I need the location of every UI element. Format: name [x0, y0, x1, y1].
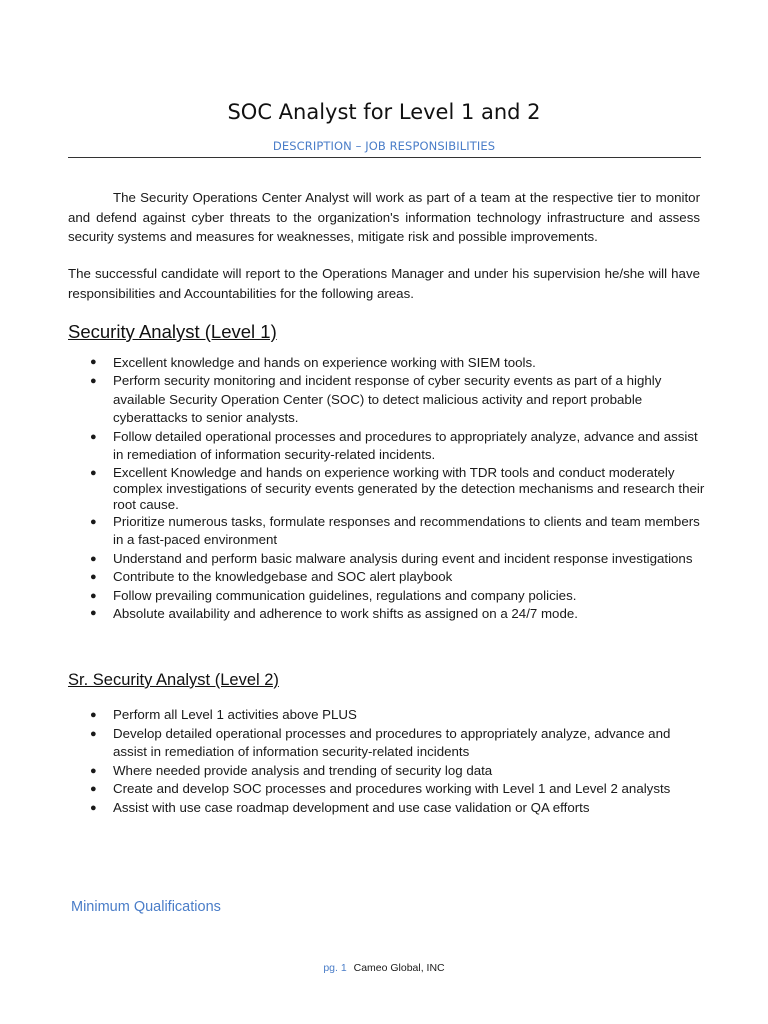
list-item-text: Follow detailed operational processes and procedures to appropriately analyze, advance and assist in remediation of information security-related incidents.: [113, 428, 698, 462]
company-name: Cameo Global, INC: [353, 962, 445, 974]
list-item-text: Assist with use case roadmap development and use case validation or QA efforts: [113, 799, 590, 815]
list-item: [68, 465, 708, 513]
list-item: [68, 605, 708, 622]
bullet-icon: ●: [90, 764, 97, 777]
list-item: [68, 799, 708, 818]
list-item: [68, 353, 708, 372]
list-item: [68, 568, 708, 587]
list-item: [68, 780, 708, 799]
bullet-icon: ●: [90, 589, 97, 602]
bullet-icon: ●: [90, 606, 97, 619]
list-item-text: Excellent knowledge and hands on experience working with SIEM tools.: [113, 355, 536, 370]
list-item: [68, 706, 708, 725]
bullet-icon: ●: [90, 783, 97, 795]
bullet-icon: ●: [90, 552, 97, 565]
bullet-icon: ●: [90, 709, 97, 721]
list-item-text: Absolute availability and adherence to work shifts as assigned on a 24/7 mode.: [113, 605, 578, 621]
list-item: [68, 428, 708, 465]
list-item: [68, 550, 708, 569]
bullet-icon: ●: [90, 515, 97, 528]
page-title: SOC Analyst for Level 1 and 2: [227, 100, 541, 124]
bullet-icon: ●: [90, 571, 97, 583]
level-1-responsibilities-list: [68, 353, 708, 622]
list-item-text: Prioritize numerous tasks, formulate responses and recommendations to clients and team members in a fast-paced environment: [113, 513, 700, 547]
page-subtitle: DESCRIPTION – JOB RESPONSIBILITIES: [272, 139, 496, 153]
list-item-text: Where needed provide analysis and trending of security log data: [113, 762, 493, 778]
reporting-paragraph: The successful candidate will report to the Operations Manager and under his supervision he/she will have responsibilities and Accountabilities for the following areas.: [68, 266, 700, 301]
bullet-icon: ●: [90, 375, 97, 387]
section-heading-level-1: Security Analyst (Level 1): [68, 321, 277, 342]
list-item-text: Perform security monitoring and incident response of cyber security events as part of a highly available Security Operation Center (SOC) to detect malicious activity and report probable cyberattacks to senior analysts.: [113, 373, 662, 425]
list-item-text: Perform all Level 1 activities above PLUS: [113, 707, 357, 722]
list-item: [68, 725, 708, 762]
list-item-text: Understand and perform basic malware analysis during event and incident response investigations: [113, 550, 693, 566]
list-item-text: Contribute to the knowledgebase and SOC alert playbook: [113, 569, 453, 584]
list-item: [68, 587, 708, 605]
bullet-icon: ●: [90, 727, 97, 740]
bullet-icon: ●: [90, 801, 97, 814]
list-item-text: Excellent Knowledge and hands on experience working with TDR tools and conduct moderately complex investigations of security events generated by the detection mechanisms and research their root cause.: [113, 464, 705, 512]
title-divider: [68, 157, 701, 158]
bullet-icon: ●: [90, 466, 97, 479]
page-footer: [0, 962, 768, 974]
level-2-responsibilities-list: [68, 706, 708, 817]
bullet-icon: ●: [90, 356, 97, 368]
list-item-text: Follow prevailing communication guidelines, regulations and company policies.: [113, 587, 577, 603]
list-item: [68, 762, 708, 781]
intro-paragraph: The Security Operations Center Analyst will work as part of a team at the respective tier to monitor and defend against cyber threats to the organization's information technology infrastructure and assess security systems and measures for weaknesses, mitigate risk and possible improvements.: [68, 190, 700, 244]
list-item-text: Develop detailed operational processes and procedures to appropriately analyze, advance and assist in remediation of information security-related incidents: [113, 725, 671, 759]
minimum-qualifications-heading: Minimum Qualifications: [71, 899, 221, 915]
page-number: pg. 1: [323, 962, 347, 974]
bullet-icon: ●: [90, 430, 97, 443]
section-heading-level-2: Sr. Security Analyst (Level 2): [68, 671, 279, 689]
list-item: [68, 513, 708, 550]
list-item-text: Create and develop SOC processes and procedures working with Level 1 and Level 2 analysts: [113, 781, 671, 796]
list-item: [68, 372, 708, 428]
